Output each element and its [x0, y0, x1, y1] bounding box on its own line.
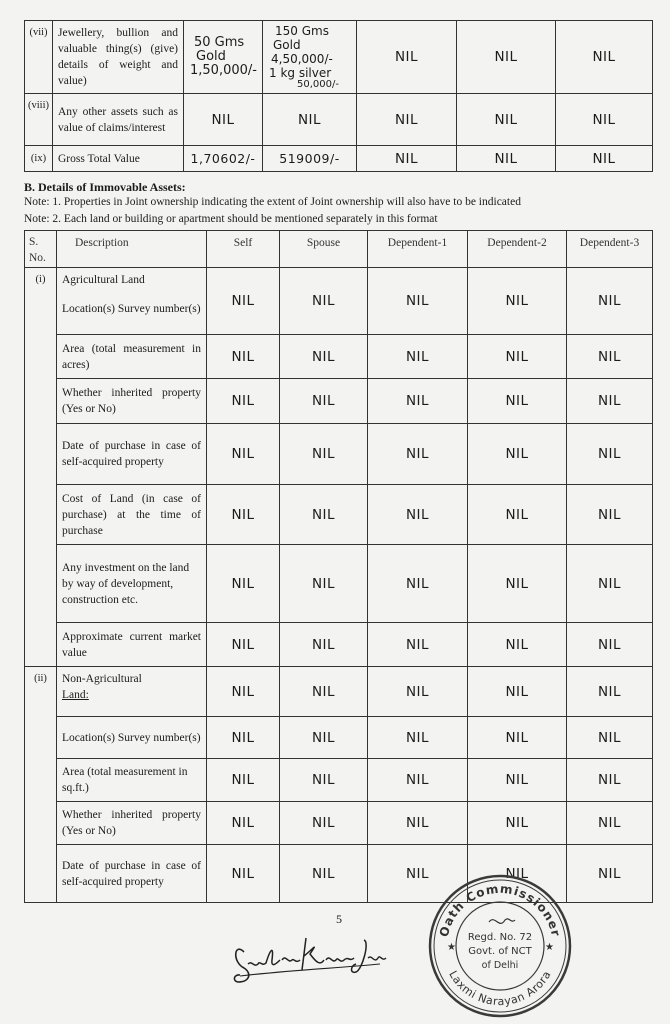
header-self: Self [207, 231, 280, 268]
table-row [25, 623, 653, 667]
immovable-assets-table [24, 230, 653, 903]
table-row [25, 146, 653, 172]
section-title: B. Details of Immovable Assets: [24, 180, 186, 194]
dependent2-value: NIL [468, 759, 567, 802]
dependent3-value: NIL [567, 802, 653, 845]
spouse-value: NIL [280, 379, 368, 424]
header-dependent3: Dependent-3 [567, 231, 653, 268]
row-description: Non-Agricultural Land: [57, 667, 207, 717]
dependent3-value: NIL [556, 21, 653, 94]
dependent2-value: NIL [468, 424, 567, 485]
row-number: (ix) [25, 146, 53, 172]
dependent2-value: NIL [468, 485, 567, 545]
spouse-value: NIL [263, 94, 357, 146]
row-description: Jewellery, bullion and valuable thing(s) (give) details of weight and value) [53, 21, 184, 94]
dependent1-value: NIL [368, 667, 468, 717]
header-sno: S. No. [25, 231, 57, 268]
dependent2-value: NIL [468, 335, 567, 379]
row-description: Location(s) Survey number(s) [57, 717, 207, 759]
dependent1-value: NIL [368, 485, 468, 545]
self-value: NIL [207, 424, 280, 485]
dependent1-value: NIL [357, 21, 457, 94]
self-value: NIL [207, 759, 280, 802]
row-description: Any other assets such as value of claims/interest [53, 94, 184, 146]
stamp-line-3: of Delhi [481, 960, 519, 971]
spouse-value: NIL [280, 802, 368, 845]
dependent2-value: NIL [468, 845, 567, 903]
dependent1-value: NIL [368, 623, 468, 667]
row-number: (vii) [25, 21, 53, 94]
self-value: 1,70602/- [184, 146, 263, 172]
dependent1-value: NIL [368, 335, 468, 379]
self-value: NIL [207, 717, 280, 759]
spouse-value: NIL [280, 424, 368, 485]
row-description: Whether inherited property (Yes or No) [57, 379, 207, 424]
dependent3-value: NIL [567, 759, 653, 802]
dependent3-value: NIL [567, 623, 653, 667]
spouse-value: NIL [280, 485, 368, 545]
dependent3-value: NIL [567, 424, 653, 485]
spouse-value: NIL [280, 667, 368, 717]
dependent1-value: NIL [368, 717, 468, 759]
dependent3-value: NIL [567, 545, 653, 623]
table-header-row [25, 231, 653, 268]
spouse-value: 150 Gms Gold 4,50,000/- 1 kg silver 50,000/- [263, 21, 357, 94]
self-value: NIL [207, 485, 280, 545]
table-row [25, 94, 653, 146]
table-row [25, 21, 653, 94]
self-value: NIL [207, 623, 280, 667]
dependent2-value: NIL [457, 21, 556, 94]
table-row [25, 717, 653, 759]
dependent3-value: NIL [567, 717, 653, 759]
dependent1-value: NIL [357, 94, 457, 146]
dependent1-value: NIL [368, 845, 468, 903]
row-number: (i) [25, 268, 57, 667]
row-description: Gross Total Value [53, 146, 184, 172]
signature-image [230, 920, 390, 990]
row-description: Location(s) Survey number(s) [57, 289, 207, 335]
svg-text:★: ★ [447, 942, 456, 953]
row-description: Date of purchase in case of self-acquired property [57, 845, 207, 903]
dependent1-value: NIL [368, 759, 468, 802]
svg-text:Laxmi Narayan Arora [446, 968, 553, 1008]
self-value: NIL [207, 545, 280, 623]
row-description: Agricultural Land [57, 268, 207, 289]
self-value: NIL [207, 335, 280, 379]
dependent3-value: NIL [567, 845, 653, 903]
header-description: Description [57, 231, 207, 268]
spouse-value: NIL [280, 545, 368, 623]
self-value: NIL [207, 802, 280, 845]
table-row [25, 268, 653, 289]
row-description: Cost of Land (in case of purchase) at the time of purchase [57, 485, 207, 545]
stamp-seal [425, 868, 575, 1018]
self-value: NIL [207, 379, 280, 424]
dependent2-value: NIL [468, 379, 567, 424]
dependent1-value: NIL [368, 424, 468, 485]
stamp-line-1: Regd. No. 72 [467, 932, 533, 943]
spouse-value: NIL [280, 759, 368, 802]
self-value: NIL [207, 268, 280, 335]
table-row [25, 759, 653, 802]
row-number: (viii) [25, 94, 53, 146]
self-value: NIL [184, 94, 263, 146]
dependent3-value: NIL [556, 94, 653, 146]
page-number: 5 [336, 912, 342, 926]
dependent3-value: NIL [556, 146, 653, 172]
spouse-value: NIL [280, 623, 368, 667]
header-dependent1: Dependent-1 [368, 231, 468, 268]
spouse-value: NIL [280, 335, 368, 379]
self-value: NIL [207, 845, 280, 903]
dependent3-value: NIL [567, 485, 653, 545]
dependent1-value: NIL [368, 268, 468, 335]
svg-text:★: ★ [545, 942, 554, 953]
self-value: 50 Gms Gold 1,50,000/- [184, 21, 263, 94]
dependent1-value: NIL [368, 545, 468, 623]
row-number: (ii) [25, 667, 57, 903]
row-description: Approximate current market value [57, 623, 207, 667]
spouse-value: NIL [280, 845, 368, 903]
row-description: Date of purchase in case of self-acquired property [57, 424, 207, 485]
row-description: Any investment on the land by way of development, construction etc. [57, 545, 207, 623]
table-row [25, 545, 653, 623]
dependent2-value: NIL [468, 268, 567, 335]
dependent3-value: NIL [567, 268, 653, 335]
spouse-value: 519009/- [263, 146, 357, 172]
table-row [25, 424, 653, 485]
row-description: Whether inherited property (Yes or No) [57, 802, 207, 845]
spouse-value: NIL [280, 268, 368, 335]
movable-assets-table [24, 20, 653, 172]
row-description: Area (total measurement in acres) [57, 335, 207, 379]
dependent2-value: NIL [468, 545, 567, 623]
table-row [25, 379, 653, 424]
dependent3-value: NIL [567, 667, 653, 717]
row-description: Area (total measurement in sq.ft.) [57, 759, 207, 802]
stamp-line-2: Govt. of NCT [468, 946, 532, 957]
dependent2-value: NIL [468, 802, 567, 845]
note-2: Note: 2. Each land or building or apartment should be mentioned separately in this format [24, 213, 438, 225]
header-dependent2: Dependent-2 [468, 231, 567, 268]
dependent2-value: NIL [468, 623, 567, 667]
dependent3-value: NIL [567, 335, 653, 379]
stamp-bottom-text: Laxmi Narayan Arora [446, 968, 554, 1009]
dependent2-value: NIL [468, 717, 567, 759]
table-row [25, 667, 653, 717]
dependent2-value: NIL [457, 146, 556, 172]
dependent2-value: NIL [468, 667, 567, 717]
dependent1-value: NIL [368, 379, 468, 424]
dependent2-value: NIL [457, 94, 556, 146]
table-row [25, 335, 653, 379]
dependent3-value: NIL [567, 379, 653, 424]
header-spouse: Spouse [280, 231, 368, 268]
dependent1-value: NIL [368, 802, 468, 845]
table-row [25, 485, 653, 545]
note-1: Note: 1. Properties in Joint ownership indicating the extent of Joint ownership will also have to be indicated [24, 196, 521, 208]
self-value: NIL [207, 667, 280, 717]
stamp-top-text: Oath Commissioner [436, 881, 564, 939]
spouse-value: NIL [280, 717, 368, 759]
dependent1-value: NIL [357, 146, 457, 172]
table-row [25, 802, 653, 845]
